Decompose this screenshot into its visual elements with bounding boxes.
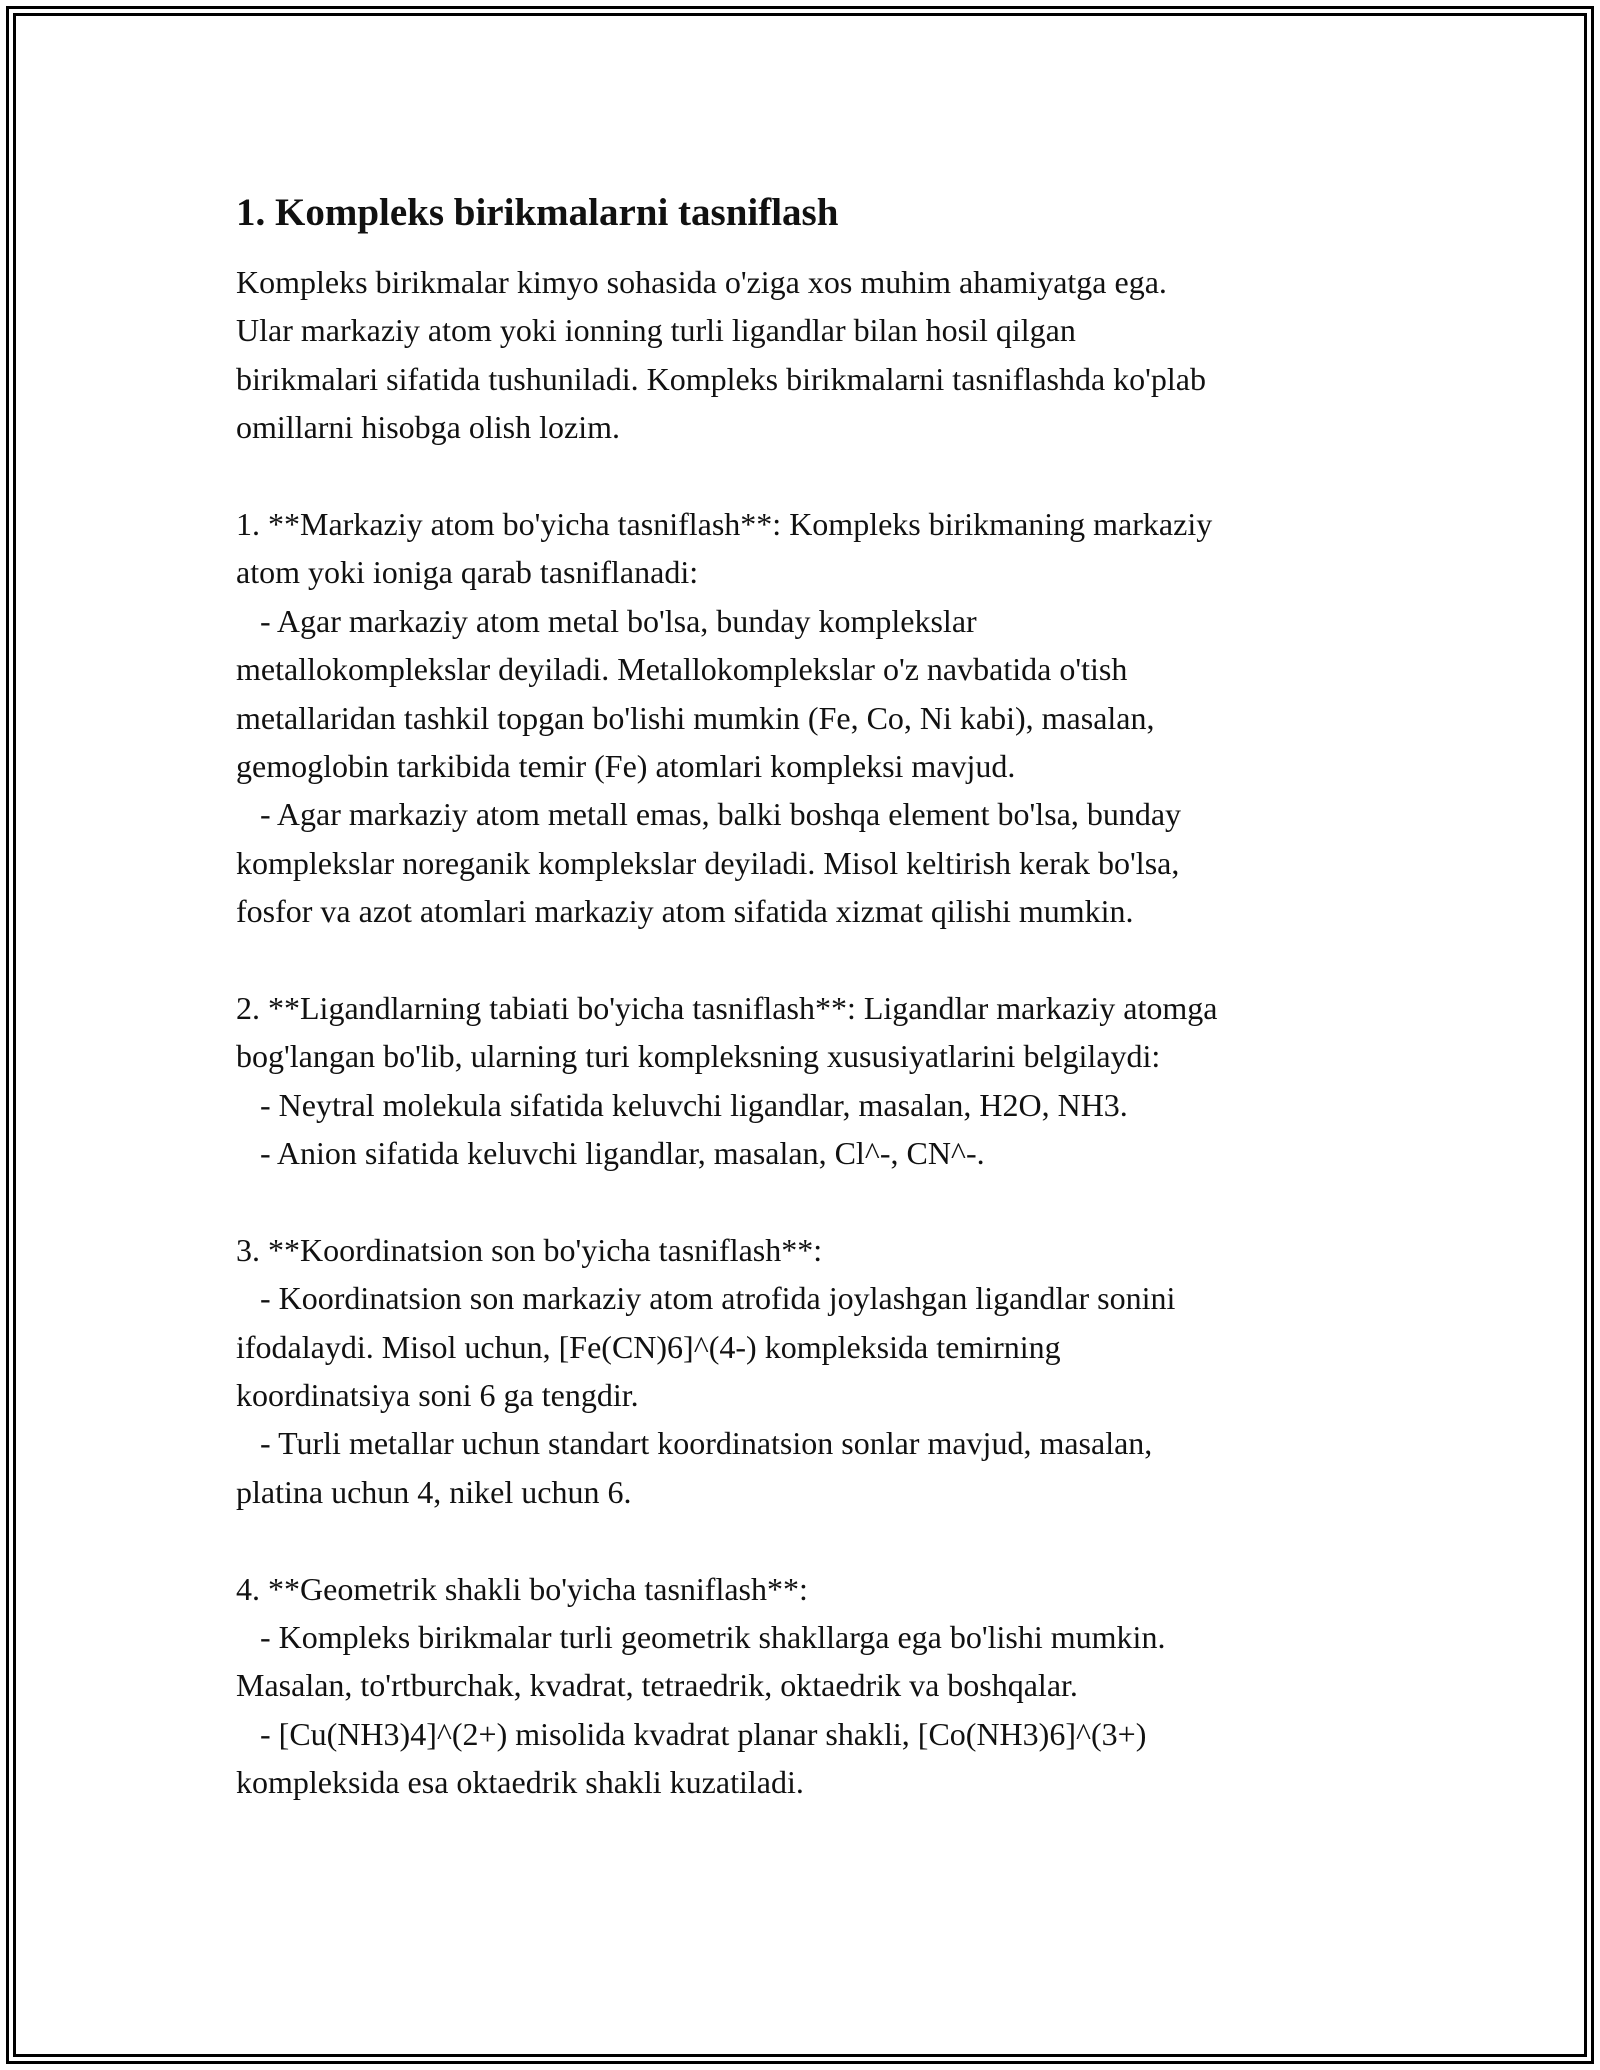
text-line: - [Cu(NH3)4]^(2+) misolida kvadrat planar shakli, [Co(NH3)6]^(3+) [236,1715,1147,1752]
text-line: - Neytral molekula sifatida keluvchi ligandlar, masalan, H2O, NH3. [236,1086,1128,1123]
text-line: - Turli metallar uchun standart koordinatsion sonlar mavjud, masalan, [236,1425,1153,1462]
text-line: - Koordinatsion son markaziy atom atrofida joylashgan ligandlar sonini [236,1280,1176,1317]
document-text [236,258,1386,1807]
text-line: Ular markaziy atom yoki ionning turli ligandlar bilan hosil qilgan [236,312,1076,349]
text-line: birikmalari sifatida tushuniladi. Kompleks birikmalarni tasniflashda ko'plab [236,360,1206,397]
text-line: Kompleks birikmalar kimyo sohasida o'ziga xos muhim ahamiyatga ega. [236,264,1167,300]
text-line: metallokomplekslar deyiladi. Metallokomplekslar o'z navbatida o'tish [236,651,1128,688]
text-line: metallaridan tashkil topgan bo'lishi mumkin (Fe, Co, Ni kabi), masalan, [236,699,1155,736]
text-line: ifodalaydi. Misol uchun, [Fe(CN)6]^(4-) kompleksida temirning [236,1328,1061,1365]
text-line [236,452,1386,500]
text-line: atom yoki ioniga qarab tasniflanadi: [236,554,699,591]
text-line: 1. **Markaziy atom bo'yicha tasniflash**: Kompleks birikmaning markaziy [236,505,1213,542]
text-line: omillarni hisobga olish lozim. [236,409,620,446]
text-line: - Agar markaziy atom metall emas, balki boshqa element bo'lsa, bunday [236,796,1182,833]
text-line: Masalan, to'rtburchak, kvadrat, tetraedrik, oktaedrik va boshqalar. [236,1667,1078,1704]
text-line: - Anion sifatida keluvchi ligandlar, masalan, Cl^-, CN^-. [236,1135,985,1172]
text-line: platina uchun 4, nikel uchun 6. [236,1473,632,1510]
text-line: kompleksida esa oktaedrik shakli kuzatiladi. [236,1764,804,1801]
document-title: 1. Kompleks birikmalarni tasniflash [236,191,839,234]
text-line: 4. **Geometrik shakli bo'yicha tasniflash**: [236,1570,808,1607]
text-line: - Kompleks birikmalar turli geometrik shakllarga ega bo'lishi mumkin. [236,1618,1166,1655]
text-line: fosfor va azot atomlari markaziy atom sifatida xizmat qilishi mumkin. [236,893,1134,930]
text-line: komplekslar noreganik komplekslar deyiladi. Misol keltirish kerak bo'lsa, [236,844,1180,881]
text-line: - Agar markaziy atom metal bo'lsa, bunday komplekslar [236,602,977,639]
text-line: 3. **Koordinatsion son bo'yicha tasniflash**: [236,1231,823,1268]
text-line: gemoglobin tarkibida temir (Fe) atomlari kompleksi mavjud. [236,747,1016,784]
document-body [236,180,1386,1807]
text-line [236,1177,1386,1225]
text-line: 2. **Ligandlarning tabiati bo'yicha tasniflash**: Ligandlar markaziy atomga [236,989,1218,1026]
text-line: koordinatsiya soni 6 ga tengdir. [236,1376,639,1413]
text-line [236,1516,1386,1564]
text-line: bog'langan bo'lib, ularning turi kompleksning xususiyatlarini belgilaydi: [236,1038,1161,1075]
text-line [236,935,1386,983]
